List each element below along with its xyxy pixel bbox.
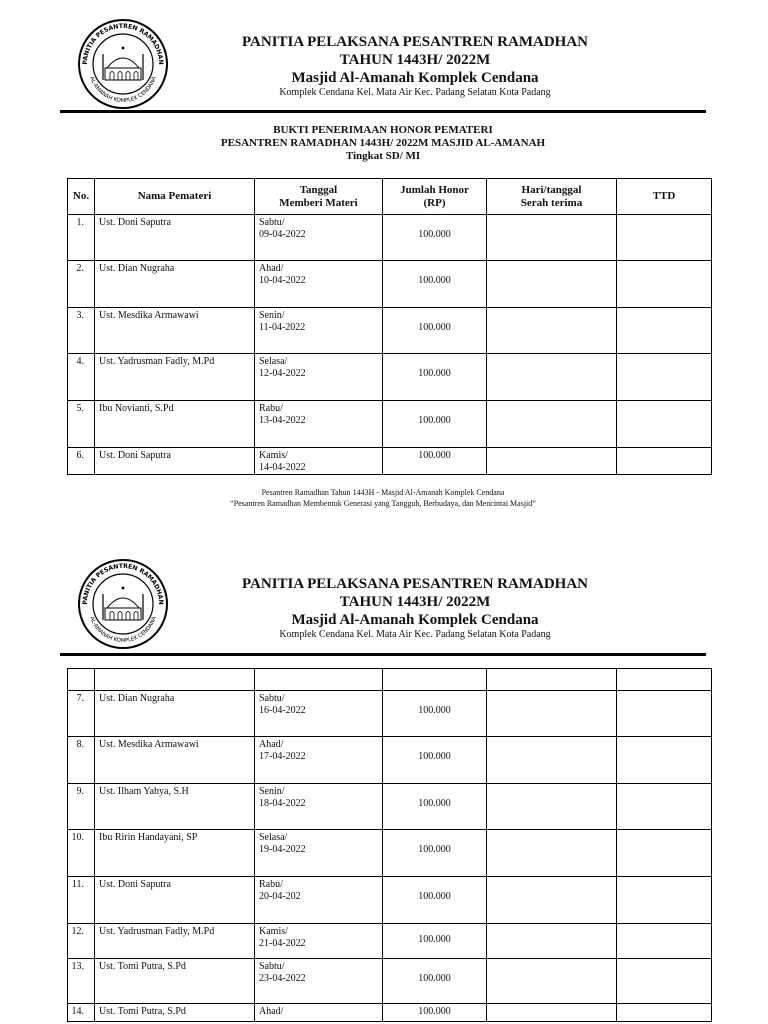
row-serah-terima[interactable] [487, 448, 617, 475]
table-row [68, 830, 712, 877]
row-date: 23-04-2022 [259, 973, 306, 984]
kop-title-line1: PANITIA PELAKSANA PESANTREN RAMADHAN [241, 34, 588, 50]
row-tanggal [255, 401, 383, 448]
row-hari: Rabu/ [259, 403, 283, 414]
row-serah-terima[interactable] [487, 308, 617, 354]
row-no: 9. [68, 784, 95, 830]
row-honor: 100.000 [383, 308, 487, 354]
row-honor: 100.000 [383, 959, 487, 1004]
row-nama: Ibu Ririn Handayani, SP [95, 830, 255, 877]
row-date: 10-04-2022 [259, 275, 306, 286]
row-no: 5. [68, 401, 95, 448]
row-date: 11-04-2022 [259, 322, 306, 333]
row-honor: 100.000 [383, 448, 487, 475]
row-ttd[interactable] [617, 959, 712, 1004]
row-no: 13. [68, 959, 95, 1004]
row-no: 10. [68, 830, 95, 877]
row-nama: Ust. Ilham Yahya, S.H [95, 784, 255, 830]
blank-cell [383, 669, 487, 691]
heading-line1: BUKTI PENERIMAAN HONOR PEMATERI [273, 124, 493, 136]
table-row [68, 737, 712, 784]
row-tanggal [255, 959, 383, 1004]
kop-title-line2: TAHUN 1443H/ 2022M [339, 594, 491, 610]
kop-address: Komplek Cendana Kel. Mata Air Kec. Padang Selatan Kota Padang [279, 629, 551, 640]
row-honor: 100.000 [383, 215, 487, 261]
header-serah-l1: Hari/tanggal [521, 183, 582, 196]
row-honor: 100.000 [383, 261, 487, 308]
row-honor: 100.000 [383, 784, 487, 830]
row-no: 3. [68, 308, 95, 354]
row-serah-terima[interactable] [487, 691, 617, 737]
row-nama: Ust. Tomi Putra, S.Pd [95, 1004, 255, 1022]
row-hari: Senin/ [259, 786, 285, 797]
kop-title [190, 575, 640, 611]
table-row [68, 959, 712, 1004]
row-honor: 100.000 [383, 354, 487, 401]
row-serah-terima[interactable] [487, 784, 617, 830]
row-ttd[interactable] [617, 448, 712, 475]
kop-masjid-name: Masjid Al-Amanah Komplek Cendana [291, 70, 539, 86]
header-no: No. [68, 179, 95, 215]
mosque-seal-icon [77, 18, 169, 110]
honor-table-page1 [67, 178, 712, 475]
row-nama: Ust. Yadrusman Fadly, M.Pd [95, 924, 255, 959]
row-nama: Ibu Novianti, S.Pd [95, 401, 255, 448]
committee-logo-seal [77, 558, 169, 650]
table-row [68, 1004, 712, 1022]
row-serah-terima[interactable] [487, 959, 617, 1004]
row-serah-terima[interactable] [487, 830, 617, 877]
table-row [68, 354, 712, 401]
table-row [68, 448, 712, 475]
header-tanggal-l2: Memberi Materi [279, 196, 358, 209]
row-date: 12-04-2022 [259, 368, 306, 379]
row-serah-terima[interactable] [487, 401, 617, 448]
row-honor: 100.000 [383, 877, 487, 924]
row-nama: Ust. Doni Saputra [95, 215, 255, 261]
table-row [68, 691, 712, 737]
header-honor [383, 179, 487, 215]
row-nama: Ust. Mesdika Armawawi [95, 308, 255, 354]
table-row [68, 308, 712, 354]
row-ttd[interactable] [617, 691, 712, 737]
kop-divider [60, 110, 706, 113]
table-row [68, 401, 712, 448]
row-ttd[interactable] [617, 784, 712, 830]
row-tanggal [255, 877, 383, 924]
blank-cell [255, 669, 383, 691]
row-hari: Selasa/ [259, 356, 288, 367]
row-tanggal [255, 830, 383, 877]
row-honor: 100.000 [383, 1004, 487, 1022]
header-serah-l2: Serah terima [520, 196, 583, 209]
row-nama: Ust. Tomi Putra, S.Pd [95, 959, 255, 1004]
table-row [68, 784, 712, 830]
table-row [68, 215, 712, 261]
svg-text:AL-AMANAH KOMPLEK CENDANA: AL-AMANAH KOMPLEK CENDANA [88, 615, 158, 645]
row-no: 8. [68, 737, 95, 784]
row-ttd[interactable] [617, 830, 712, 877]
row-honor: 100.000 [383, 691, 487, 737]
row-hari: Kamis/ [259, 450, 288, 461]
row-no: 2. [68, 261, 95, 308]
row-tanggal [255, 308, 383, 354]
kop-title-line1: PANITIA PELAKSANA PESANTREN RAMADHAN [241, 576, 588, 592]
honor-table-page2 [67, 668, 712, 1022]
blank-cell [68, 669, 95, 691]
row-tanggal [255, 784, 383, 830]
row-nama: Ust. Dian Nugraha [95, 691, 255, 737]
row-hari: Rabu/ [259, 879, 283, 890]
row-no: 12. [68, 924, 95, 959]
row-ttd[interactable] [617, 737, 712, 784]
row-tanggal [255, 1004, 383, 1022]
table-blank-row [68, 669, 712, 691]
blank-cell [487, 669, 617, 691]
row-serah-terima[interactable] [487, 877, 617, 924]
document-heading [150, 124, 616, 163]
blank-cell [617, 669, 712, 691]
row-date: 17-04-2022 [259, 751, 306, 762]
row-honor: 100.000 [383, 401, 487, 448]
row-date: 09-04-2022 [259, 229, 306, 240]
row-hari: Selasa/ [259, 832, 288, 843]
row-hari: Senin/ [259, 310, 285, 321]
footer-motto: “Pesantren Ramadhan Membentuk Generasi yang Tangguh, Berbudaya, dan Mencintai Masjid” [230, 499, 536, 508]
row-hari: Sabtu/ [259, 961, 285, 972]
row-hari: Ahad/ [259, 263, 284, 274]
row-serah-terima[interactable] [487, 737, 617, 784]
table-row [68, 877, 712, 924]
svg-text:PANITIA PESANTREN RAMADHAN: PANITIA PESANTREN RAMADHAN [81, 22, 165, 65]
row-honor: 100.000 [383, 830, 487, 877]
row-nama: Ust. Doni Saputra [95, 448, 255, 475]
svg-text:AL-AMANAH KOMPLEK CENDANA: AL-AMANAH KOMPLEK CENDANA [88, 75, 158, 105]
table-row [68, 924, 712, 959]
table-header-row [68, 179, 712, 215]
row-nama: Ust. Yadrusman Fadly, M.Pd [95, 354, 255, 401]
row-serah-terima[interactable] [487, 261, 617, 308]
row-ttd[interactable] [617, 261, 712, 308]
row-nama: Ust. Doni Saputra [95, 877, 255, 924]
kop-title [190, 33, 640, 69]
row-hari: Ahad/ [259, 1006, 284, 1017]
kop-title-line2: TAHUN 1443H/ 2022M [339, 52, 491, 68]
header-honor-l2: (RP) [423, 196, 446, 209]
row-serah-terima[interactable] [487, 215, 617, 261]
row-no: 6. [68, 448, 95, 475]
row-hari: Sabtu/ [259, 217, 285, 228]
mosque-seal-icon [77, 558, 169, 650]
header-serah-terima [487, 179, 617, 215]
row-ttd[interactable] [617, 308, 712, 354]
row-tanggal [255, 448, 383, 475]
header-tanggal-l1: Tanggal [299, 183, 338, 196]
heading-line3: Tingkat SD/ MI [345, 150, 421, 162]
row-date: 21-04-2022 [259, 938, 306, 949]
kop-divider [60, 653, 706, 656]
row-tanggal [255, 261, 383, 308]
row-no: 14. [68, 1004, 95, 1022]
row-date: 19-04-2022 [259, 844, 306, 855]
row-tanggal [255, 737, 383, 784]
heading-line2: PESANTREN RAMADHAN 1443H/ 2022M MASJID AL-AMANAH [220, 137, 546, 149]
row-honor: 100.000 [383, 737, 487, 784]
row-nama: Ust. Dian Nugraha [95, 261, 255, 308]
row-ttd[interactable] [617, 354, 712, 401]
blank-cell [95, 669, 255, 691]
header-honor-l1: Jumlah Honor [400, 183, 469, 196]
page-footer [100, 487, 666, 509]
table-row [68, 261, 712, 308]
header-nama: Nama Pemateri [95, 179, 255, 215]
row-hari: Sabtu/ [259, 693, 285, 704]
footer-line1: Pesantren Ramadhan Tahun 1443H - Masjid Al-Amanah Komplek Cendana [261, 488, 505, 497]
svg-text:PANITIA PESANTREN RAMADHAN: PANITIA PESANTREN RAMADHAN [81, 562, 165, 605]
row-date: 20-04-202 [259, 891, 301, 902]
row-tanggal [255, 924, 383, 959]
row-tanggal [255, 215, 383, 261]
row-serah-terima[interactable] [487, 1004, 617, 1022]
committee-logo-seal [77, 18, 169, 110]
row-no: 4. [68, 354, 95, 401]
row-date: 16-04-2022 [259, 705, 306, 716]
kop-masjid-name: Masjid Al-Amanah Komplek Cendana [291, 612, 539, 628]
row-date: 14-04-2022 [259, 462, 306, 473]
row-ttd[interactable] [617, 924, 712, 959]
row-ttd[interactable] [617, 401, 712, 448]
kop-address: Komplek Cendana Kel. Mata Air Kec. Padang Selatan Kota Padang [279, 87, 551, 98]
row-ttd[interactable] [617, 1004, 712, 1022]
row-nama: Ust. Mesdika Armawawi [95, 737, 255, 784]
row-no: 1. [68, 215, 95, 261]
row-serah-terima[interactable] [487, 354, 617, 401]
row-date: 18-04-2022 [259, 798, 306, 809]
row-date: 13-04-2022 [259, 415, 306, 426]
row-no: 7. [68, 691, 95, 737]
row-serah-terima[interactable] [487, 924, 617, 959]
row-honor: 100.000 [383, 924, 487, 959]
row-tanggal [255, 691, 383, 737]
row-ttd[interactable] [617, 215, 712, 261]
row-hari: Kamis/ [259, 926, 288, 937]
header-tanggal [255, 179, 383, 215]
row-tanggal [255, 354, 383, 401]
row-no: 11. [68, 877, 95, 924]
header-ttd: TTD [617, 179, 712, 215]
row-ttd[interactable] [617, 877, 712, 924]
row-hari: Ahad/ [259, 739, 284, 750]
